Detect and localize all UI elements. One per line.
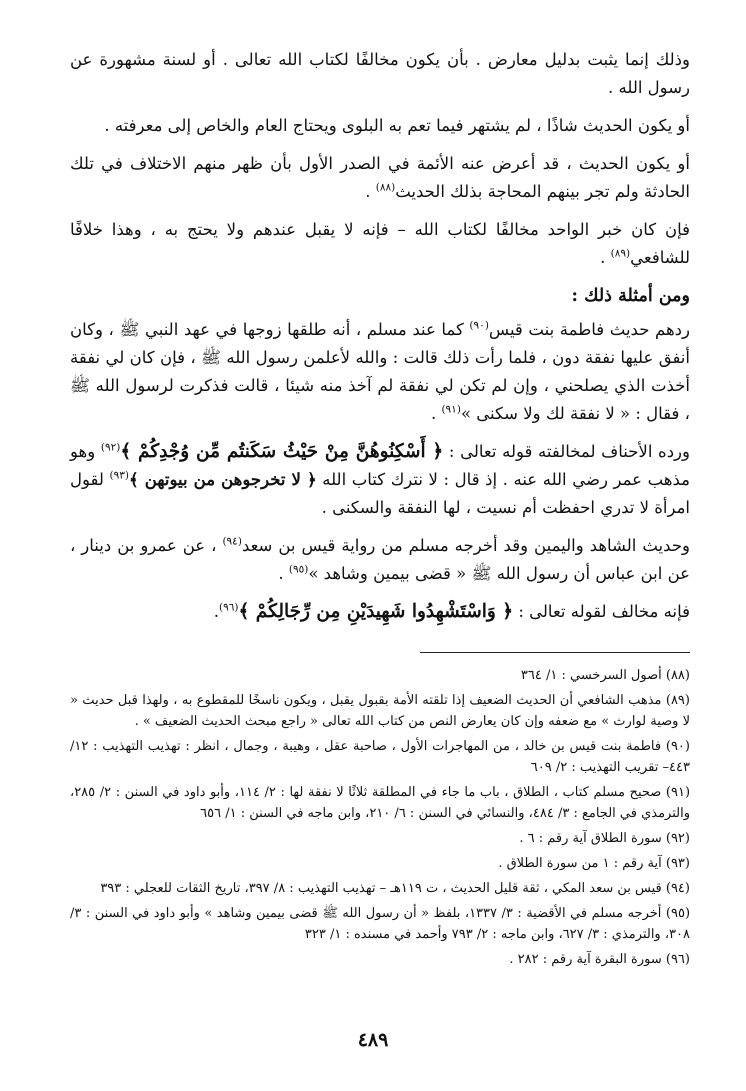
paragraph-text: وحديث الشاهد واليمين وقد أخرجه مسلم من رواية قيس بن سعد (241, 536, 690, 555)
footnote-93: (٩٣) آية رقم : ١ من سورة الطلاق . (498, 856, 690, 871)
footnote-91: (٩١) صحيح مسلم كتاب ، الطلاق ، باب ما جاء في المطلقة ثلاثًا لا نفقة لها : ٢/ ١١٤، وأبو داود في السنن : ٢/ ٢٨٥، والترمذي في الجامع : ٣/ ٤٨٤، والنسائي في السنن : ٦/ ٢١٠، وابن ماجه في السنن : ١/ ٦٥٦ (70, 785, 691, 821)
paragraph-text: . (213, 602, 220, 621)
paragraph-4 (70, 216, 690, 272)
footnote-92: (٩٢) سورة الطلاق آية رقم : ٦ . (519, 831, 690, 846)
footnote-88: (٨٨) أصول السرخسي : ١/ ٣٦٤ (520, 668, 690, 683)
footnote-ref-95: (٩٥) (288, 563, 309, 576)
paragraph-text: . (278, 564, 289, 583)
footnote-89: (٨٩) مذهب الشافعي أن الحديث الضعيف إذا تلقته الأمة بقبول يقبل ، ويكون ناسخًا للمقطوع به ، ولهذا قبل حديث « لا وصية لوارث » مع ضعفه وإن كان يعارض النص من كتاب الله تعالى « راجع مبحث الحديث الضعيف » . (70, 693, 690, 729)
quoted-verse: ﴿ لا تخرجوهن من بيوتهن ﴾ (128, 470, 317, 489)
paragraph-5 (70, 316, 690, 428)
footnote-ref-91: (٩١) (441, 403, 461, 416)
paragraph-text: وذلك إنما يثبت بدليل معارض . بأن يكون مخالفًا لكتاب الله تعالى . أو لسنة مشهورة عن رسول الله . (70, 50, 690, 97)
paragraph-text: . (365, 182, 376, 201)
footnote-ref-94: (٩٤) (222, 535, 242, 548)
footnote-separator (420, 652, 690, 653)
paragraph-text: أو يكون الحديث ، قد أعرض عنه الأئمة في الصدر الأول بأن ظهر منهم الاختلاف في تلك الحادثة ولم تجر بينهم المحاجة بذلك الحديث (70, 154, 690, 201)
paragraph-text: ردهم حديث فاطمة بنت قيس (488, 320, 690, 339)
paragraph-text: ورده الأحناف لمخالفته قوله تعالى : (443, 442, 690, 461)
paragraph-text: . (430, 404, 442, 423)
paragraph-text: فإنه مخالف لقوله تعالى : (513, 602, 690, 621)
quran-verse: ﴿ وَاسْتَشْهِدُوا شَهِيدَيْنِ مِن رِّجَالِكُمْ ﴾ (238, 601, 514, 622)
footnote-95: (٩٥) أخرجه مسلم في الأقضية : ٣/ ١٣٣٧، بلفظ « أن رسول الله ﷺ قضى بيمين وشاهد » وأبو داود في السنن : ٣/ ٣٠٨، والترمذي : ٣/ ٦٢٧، وابن ماجه : ٢/ ٧٩٣ وأحمد في مسنده : ١/ ٣٢٣ (70, 906, 691, 942)
paragraph-text: ، عن عمرو بن دينار ، عن ابن عباس أن رسول الله ﷺ « قضى بيمين وشاهد » (70, 536, 690, 583)
heading-text: ومن أمثلة ذلك : (571, 286, 690, 306)
paragraph-text: أو يكون الحديث شاذًا ، لم يشتهر فيما تعم به البلوى ويحتاج العام والخاص إلى معرفته . (104, 116, 690, 135)
footnote-ref-90: (٩٠) (469, 319, 489, 332)
section-heading (70, 282, 690, 310)
footnote-ref-88: (٨٨) (375, 181, 396, 194)
paragraph-7 (70, 532, 690, 588)
footnote-90: (٩٠) فاطمة بنت قيس بن خالد ، من المهاجرات الأول ، صاحبة عقل ، وهيبة ، وجمال ، انظر : تهذيب التهذيب : ١٢/ ٤٤٣– تقريب التهذيب : ٢/ ٦٠٩ (70, 739, 690, 775)
paragraph-2 (70, 112, 690, 140)
paragraph-6 (70, 438, 690, 522)
footnote-96: (٩٦) سورة البقرة آية رقم : ٢٨٢ . (509, 952, 690, 967)
paragraph-3 (70, 150, 690, 206)
footnotes (70, 665, 690, 970)
footnote-ref-93: (٩٣) (109, 469, 129, 482)
footnote-94: (٩٤) قيس بن سعد المكي ، ثقة قليل الحديث ، ت ١١٩هـ – تهذيب التهذيب : ٨/ ٣٩٧، تاريخ الثقات للعجلي : ٣٩٣ (100, 881, 690, 896)
quran-verse: ﴿ أَسْكِنُوهُنَّ مِنْ حَيْثُ سَكَنتُم مِّن وُجْدِكُمْ ﴾ (120, 441, 444, 462)
paragraph-text: . (600, 248, 611, 267)
paragraph-1 (70, 46, 690, 102)
paragraph-8 (70, 598, 690, 626)
paragraph-text: كما عند مسلم ، أنه طلقها زوجها في عهد النبي ﷺ ، وكان أنفق عليها نفقة دون ، فلما رأت ذلك قالت : والله لأعلمن رسول الله ﷺ ، فإن كان لي نفقة أخذت الذي يصلحني ، وإن لم تكن لي نفقة لم آخذ منه شيئا ، قالت فذكرت لرسول الله ﷺ ، فقال : « لا نفقة لك ولا سكنى » (70, 320, 690, 423)
footnote-ref-96: (٩٦) (219, 601, 239, 614)
footnote-ref-92: (٩٢) (100, 441, 121, 454)
page-number: ٤٨٩ (357, 1029, 389, 1051)
paragraph-text: وهو مذهب عمر رضي الله عنه . إذ قال : لا نترك كتاب الله (70, 442, 690, 489)
paragraph-text: فإن كان خبر الواحد مخالفًا لكتاب الله – فإنه لا يقبل عندهم ولا يحتج به ، وهذا خلافًا للشافعي (70, 220, 690, 267)
footnote-ref-89: (٨٩) (610, 247, 631, 260)
paragraph-text: لقول امرأة لا تدري احفظت أم نسيت ، لها النفقة والسكنى . (70, 470, 690, 517)
